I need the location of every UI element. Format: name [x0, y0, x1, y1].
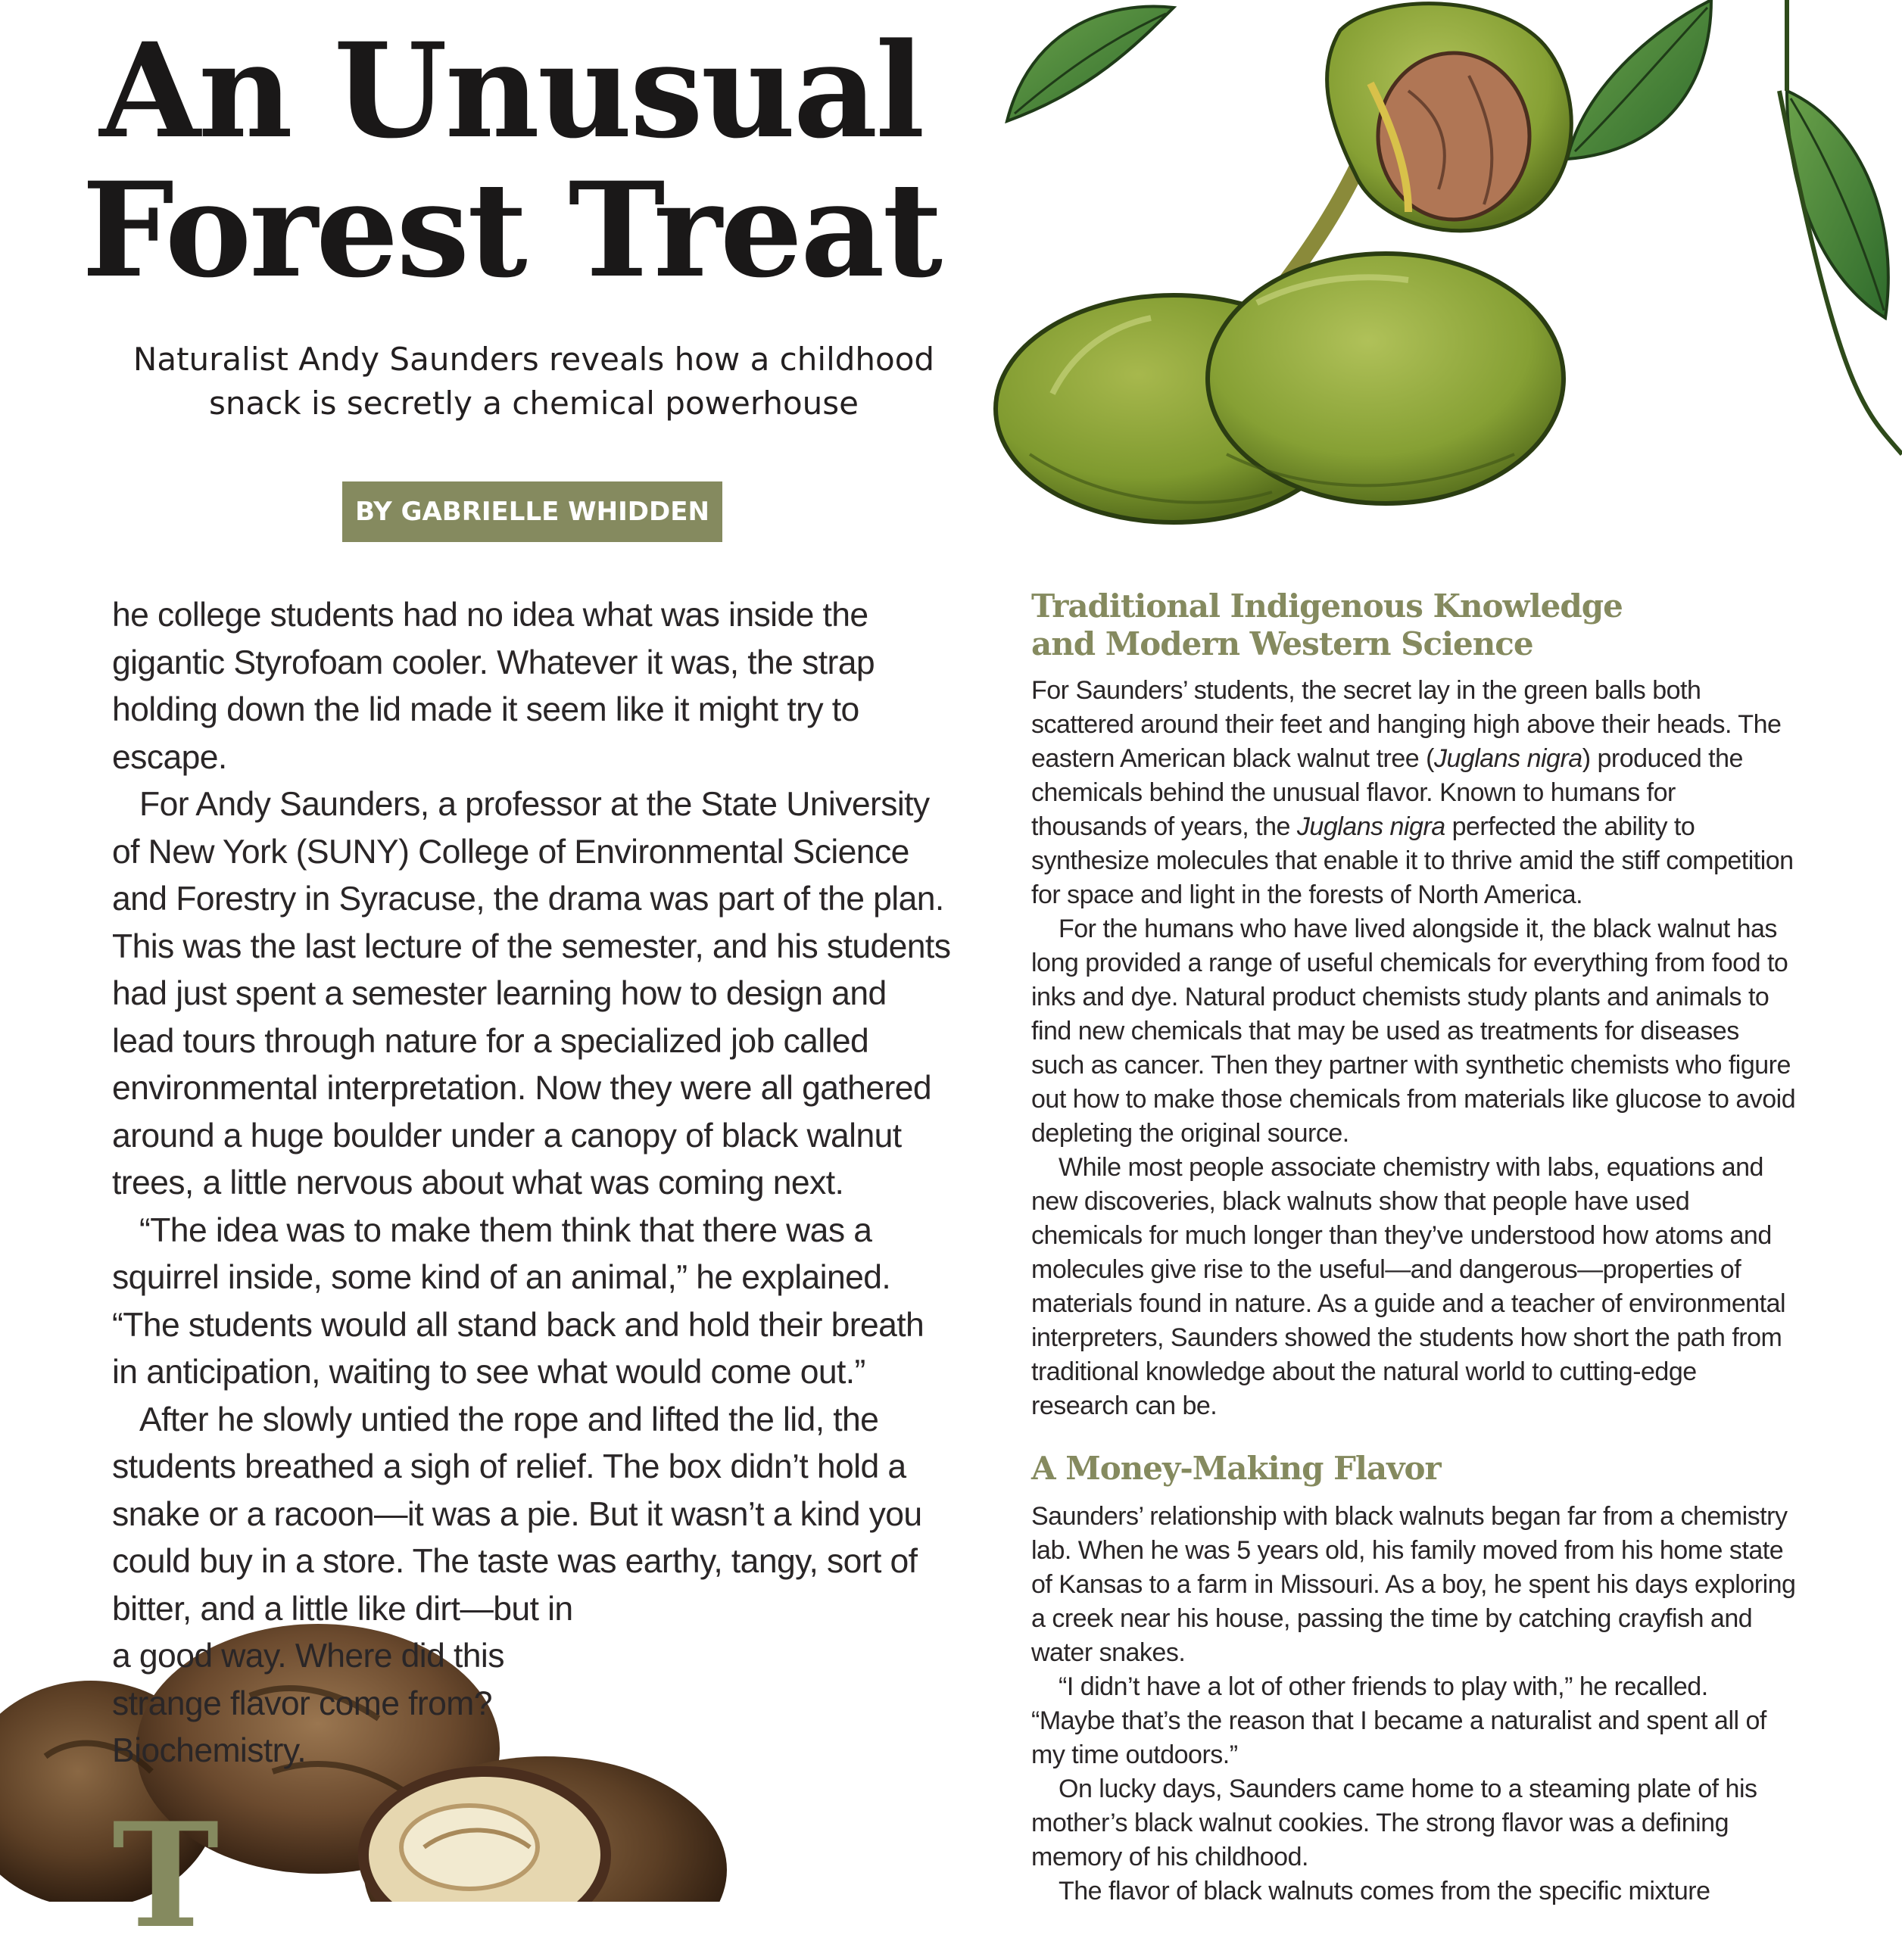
lead-paragraph-3: “The idea was to make them think that there was a squirrel inside, some kind of an animal,” he explained. “The students would all stand back and hold their breath in anticipation, waiting to see what would come out.” — [112, 1211, 924, 1391]
section-heading-traditional-knowledge: Traditional Indigenous Knowledge and Modern Western Science — [1031, 587, 1623, 662]
leaf-right-upper — [1567, 0, 1711, 159]
section1-paragraph-1: For Saunders’ students, the secret lay in the green balls both scattered around their feet and hanging high above their heads. The eastern American black walnut tree (Juglans nigra) produced the chemicals behind the unusual flavor. Known to humans for thousands of years, the Juglans nigra perfected the ability to synthesize molecules that enable it to thrive amid the stiff competition for space and light in the forests of North America. — [1031, 676, 1794, 909]
article-subtitle: Naturalist Andy Saunders reveals how a childhood snack is secretly a chemical powerhouse — [133, 341, 935, 422]
section2-paragraph-2: “I didn’t have a lot of other friends to play with,” he recalled. “Maybe that’s the reason that I became a naturalist and spent all of my time outdoors.” — [1031, 1672, 1766, 1769]
leaf-left — [1007, 7, 1174, 121]
section2-paragraph-1: Saunders’ relationship with black walnuts began far from a chemistry lab. When he was 5 years old, his family moved from his home state of Kansas to a farm in Missouri. As a boy, he spent his days exploring a creek near his house, passing the time by catching crayfish and water snakes. — [1031, 1502, 1796, 1667]
title-line-2: Forest Treat — [81, 153, 941, 307]
section2-paragraph-4: The flavor of black walnuts comes from the specific mixture — [1059, 1877, 1710, 1905]
article-title — [76, 14, 946, 307]
section-money-making-flavor — [1031, 1450, 1796, 1909]
drop-cap: T — [112, 1791, 219, 1960]
section-heading-money-making-flavor: A Money-Making Flavor — [1031, 1450, 1441, 1487]
lead-paragraph-1: T he college students had no idea what was inside the gigantic Styrofoam cooler. Whatever it was, the strap holding down the lid made it seem like it might try to escape. — [112, 597, 875, 1960]
byline-badge: BY GABRIELLE WHIDDEN — [342, 481, 722, 542]
green-walnut-right — [1208, 254, 1564, 503]
lead-article-column — [112, 592, 953, 1960]
lead-paragraph-4: After he slowly untied the rope and lifted the lid, the students breathed a sigh of relief. The box didn’t hold a snake or a racoon—it was a pie. But it wasn’t a kind you could buy in a store. The taste was earthy, tangy, sort of bitter, and a little like dirt—but in a good way. Where did this strange flavor come from? Biochemistry. — [112, 1401, 922, 1769]
section1-paragraph-3: While most people associate chemistry with labs, equations and new discoveries, black walnuts show that people have used chemicals for much longer than they’ve understood how atoms and molecules give rise to the useful—and dangerous—properties of materials found in nature. As a guide and a teacher of environmental interpreters, Saunders showed the students how short the path from traditional knowledge about the natural world to cutting-edge research can be. — [1031, 1153, 1786, 1420]
title-line-1: An Unusual — [99, 14, 923, 167]
lead-paragraph-2: For Andy Saunders, a professor at the State University of New York (SUNY) College of Environmental Science and Forestry in Syracuse, the drama was part of the plan. This was the last lecture of the semester, and his students had just spent a semester learning how to design and lead tours through nature for a specialized job called environmental interpretation. Now they were all gathered around a huge boulder under a canopy of black walnut trees, a little nervous about what was coming next. — [112, 786, 951, 1201]
section1-paragraph-2: For the humans who have lived alongside it, the black walnut has long provided a range of useful chemicals for everything from food to inks and dye. Natural product chemists study plants and animals to find new chemicals that may be used as treatments for diseases such as cancer. Then they partner with synthetic chemists who figure out how to make those chemicals from materials like glucose to avoid depleting the original source. — [1031, 915, 1796, 1148]
walnut-kernel — [1378, 53, 1529, 220]
green-walnut-branch-illustration — [984, 0, 1902, 530]
section2-paragraph-3: On lucky days, Saunders came home to a steaming plate of his mother’s black walnut cookies. The strong flavor was a defining memory of his childhood. — [1031, 1775, 1757, 1871]
section-traditional-knowledge — [1031, 587, 1796, 1423]
